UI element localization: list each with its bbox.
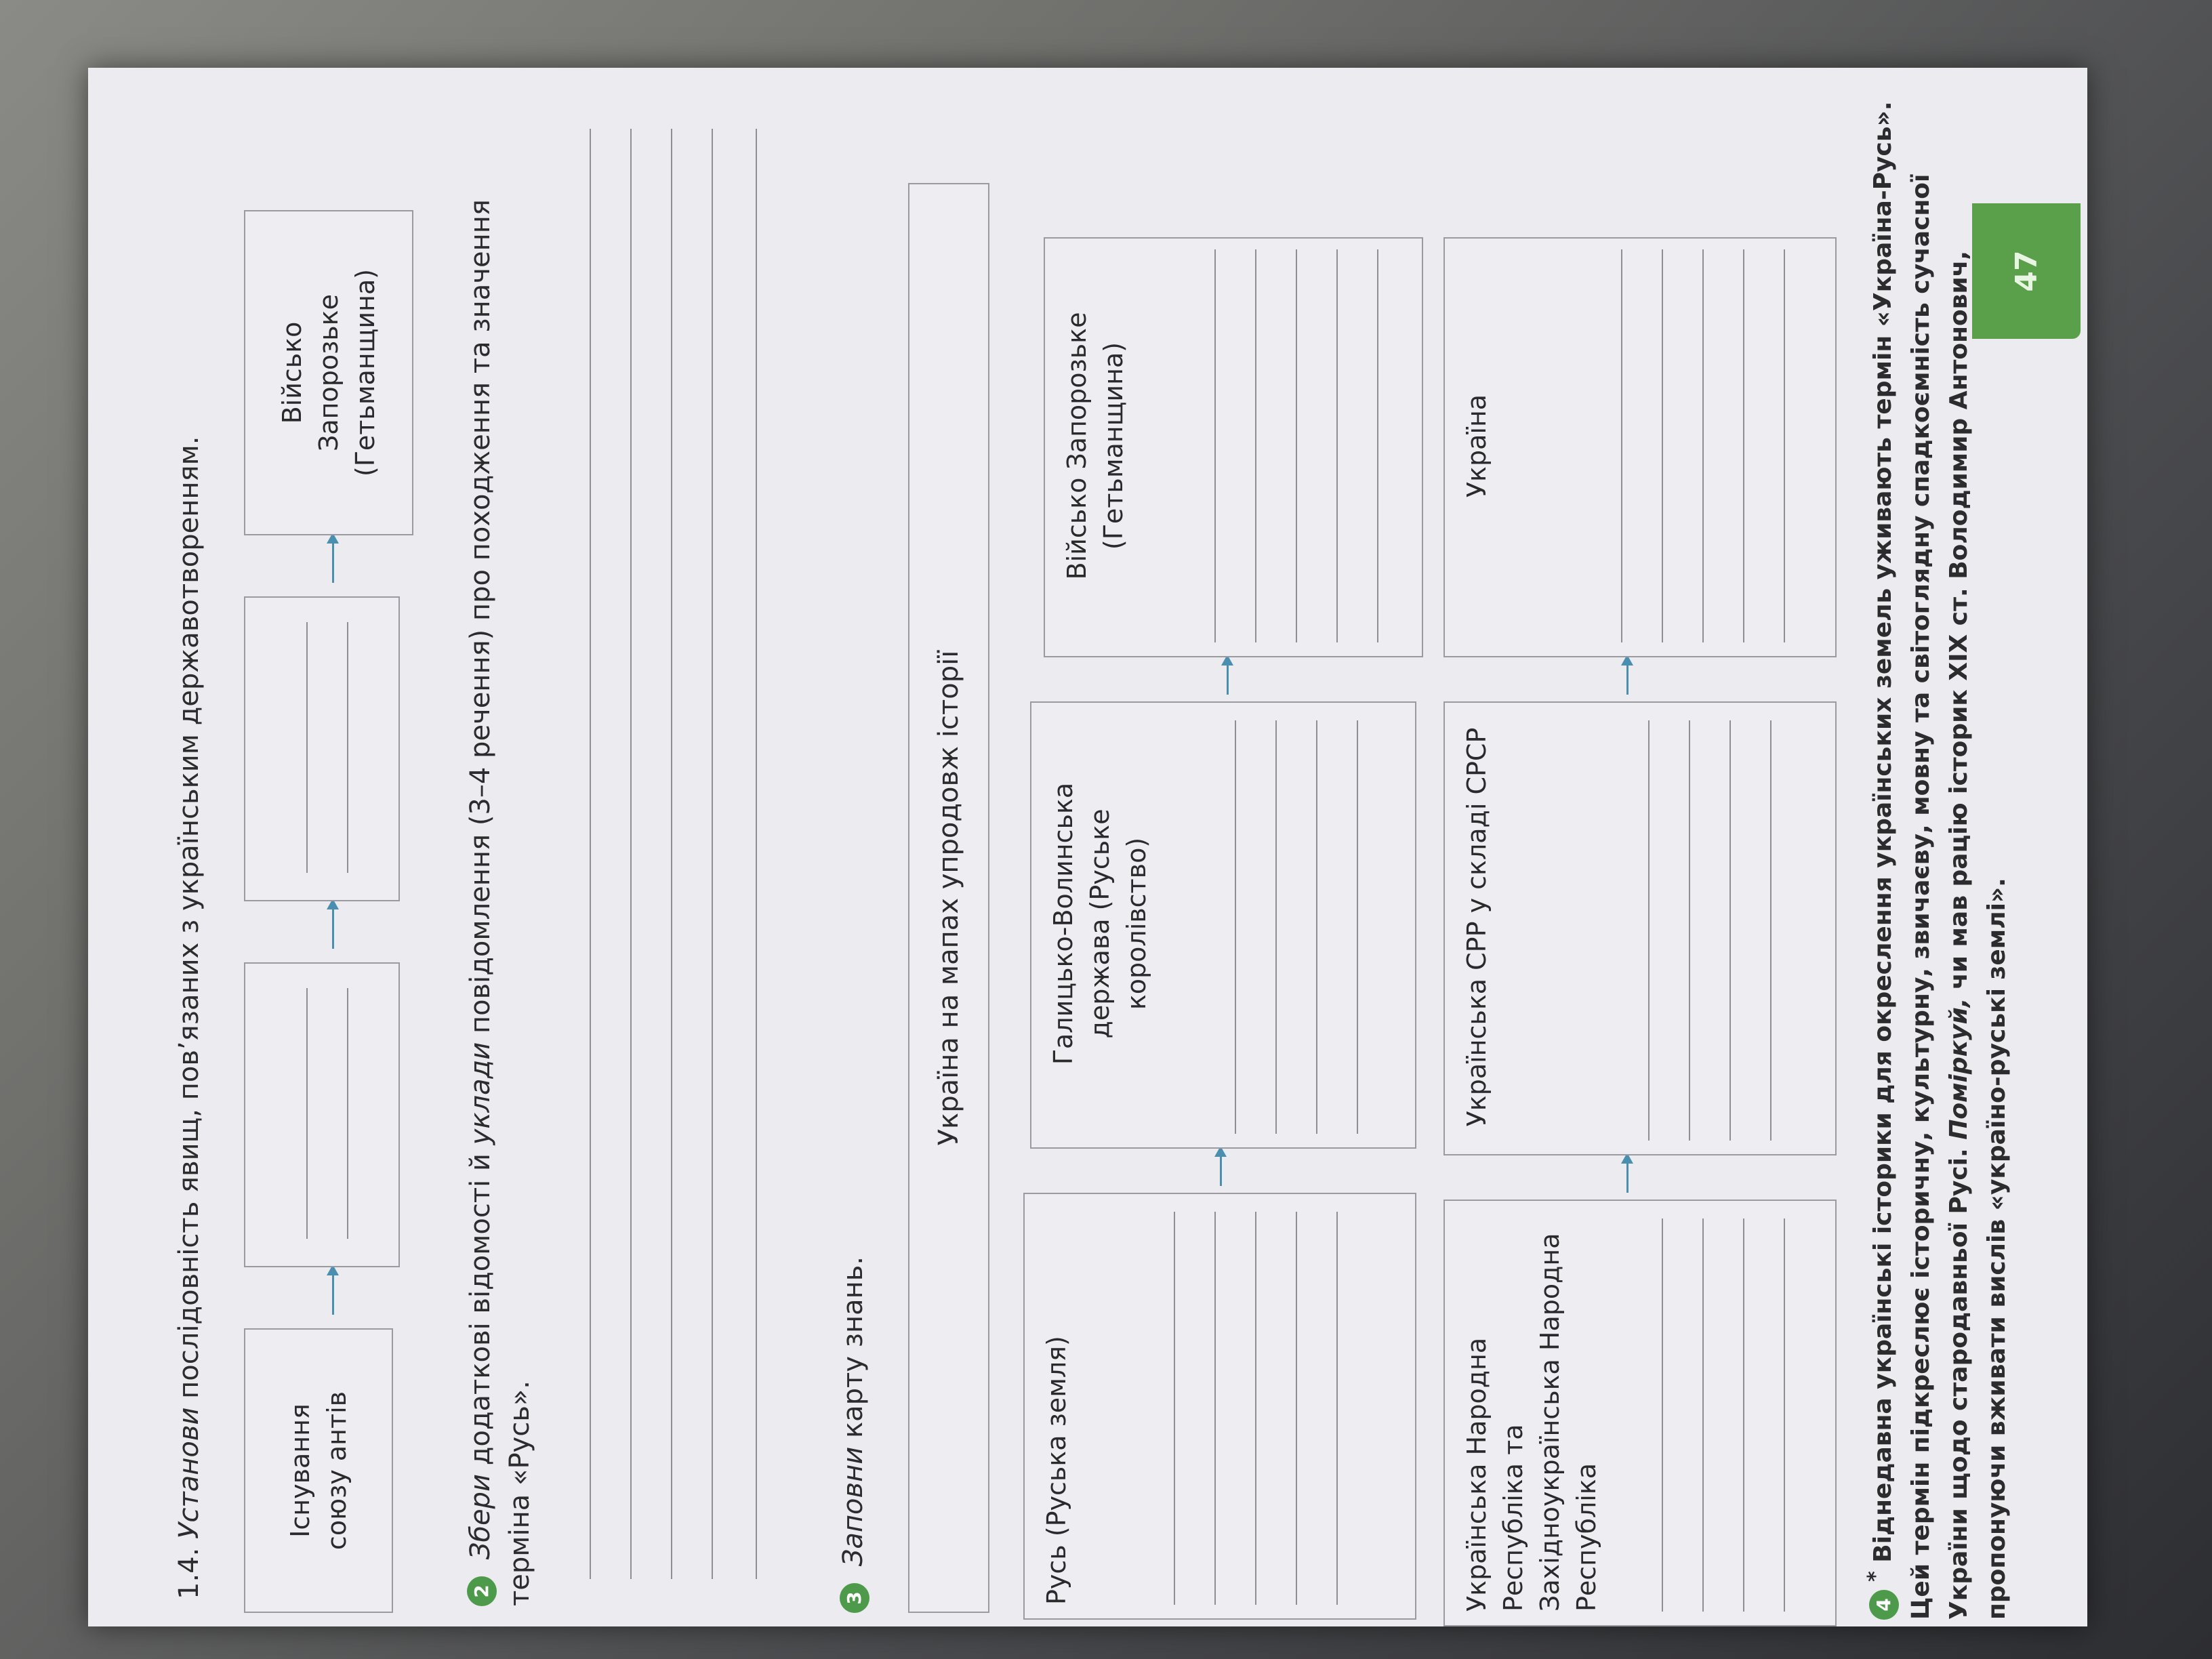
task4-block	[1857, 95, 2016, 1620]
answer-line[interactable]	[671, 129, 672, 1579]
blank-line[interactable]	[1214, 249, 1216, 642]
sequence-box-3[interactable]	[244, 596, 400, 901]
sequence-box-1-label: Існування союзу антів	[285, 1391, 352, 1551]
map-box-ukraine[interactable]	[1443, 237, 1837, 657]
task2-heading	[461, 102, 539, 1606]
blank-line[interactable]	[1275, 720, 1277, 1134]
blank-line[interactable]	[1648, 720, 1650, 1141]
blank-line[interactable]	[1743, 1218, 1744, 1612]
blank-line[interactable]	[1214, 1212, 1216, 1605]
task1-number: 1.4.	[173, 1547, 205, 1599]
blank-line[interactable]	[1621, 249, 1622, 642]
blank-line[interactable]	[1689, 720, 1690, 1141]
answer-line[interactable]	[630, 129, 632, 1579]
blank-line[interactable]	[347, 988, 348, 1239]
arrow-icon	[332, 1274, 334, 1315]
map-box-label: Галицько-Волинська держава (Руське королівство)	[1048, 782, 1151, 1065]
arrow-icon	[1220, 1155, 1222, 1186]
workbook-page	[88, 68, 2087, 1626]
map-box-label: Русь (Руська земля)	[1042, 1336, 1071, 1605]
map-box-label: Військо Запорозьке (Гетьманщина)	[1062, 312, 1128, 580]
task1-text: послідовність явищ, пов’язаних з українським державотворенням.	[173, 436, 205, 1399]
blank-line[interactable]	[1662, 1218, 1663, 1612]
map-box-label: Українська Народна Республіка та Західноукраїнська Народна Республіка	[1462, 1233, 1601, 1612]
answer-line[interactable]	[590, 129, 591, 1579]
task2-verb2: уклади	[465, 1042, 496, 1145]
task3-badge: 3	[840, 1583, 869, 1613]
task3-text: карту знань.	[838, 1256, 869, 1439]
sequence-box-4-label: Військо Запорозьке (Гетьманщина)	[277, 268, 380, 477]
task2-badge: 2	[467, 1576, 497, 1606]
arrow-icon	[1227, 664, 1229, 695]
task4-text: Віднедавна українські історики для окреслення українських земель уживають термін «Україна-Русь». Цей термін підкреслює історичну, культурну, звичаєву, мовну та світоглядну спадкоємність сучасної України щодо стародавньої Русі.	[1869, 101, 1973, 1620]
blank-line[interactable]	[347, 622, 348, 873]
task2-verb1: Збери	[465, 1473, 496, 1560]
task2-text1: додаткові відомості й	[465, 1153, 496, 1466]
answer-line[interactable]	[756, 129, 757, 1579]
blank-line[interactable]	[1296, 1212, 1297, 1605]
map-box-ukrainian-ssr[interactable]	[1443, 701, 1837, 1155]
sequence-box-1	[244, 1328, 393, 1613]
task1-heading	[169, 108, 209, 1599]
sequence-box-2[interactable]	[244, 962, 400, 1267]
map-box-zaporizhian-host[interactable]	[1044, 237, 1423, 657]
blank-line[interactable]	[1357, 720, 1358, 1134]
task3-heading	[834, 122, 873, 1613]
blank-line[interactable]	[306, 622, 308, 873]
map-box-rus[interactable]	[1023, 1193, 1416, 1620]
page-number: 47	[1972, 203, 2081, 339]
arrow-icon	[1626, 664, 1629, 695]
map-box-label: Україна	[1462, 394, 1492, 498]
task1-verb: Установи	[173, 1407, 205, 1539]
blank-line[interactable]	[1235, 720, 1236, 1134]
blank-line[interactable]	[1316, 720, 1317, 1134]
task2-text2: повідомлення (3–4 речення) про походження та значення терміна «Русь».	[465, 199, 535, 1606]
blank-line[interactable]	[1702, 1218, 1704, 1612]
arrow-icon	[1626, 1162, 1629, 1193]
blank-line[interactable]	[1255, 249, 1256, 642]
knowledge-map-title: Україна на мапах упродовж історії	[908, 183, 989, 1613]
blank-line[interactable]	[1784, 1218, 1785, 1612]
blank-line[interactable]	[1377, 249, 1378, 642]
arrow-icon	[332, 542, 334, 583]
blank-line[interactable]	[1336, 249, 1338, 642]
task3-verb: Заповни	[838, 1446, 869, 1567]
blank-line[interactable]	[1174, 1212, 1175, 1605]
task4-verb: Поміркуй,	[1945, 998, 1973, 1140]
map-box-galician-volhynian[interactable]	[1030, 701, 1416, 1149]
task4-badge: 4	[1869, 1590, 1899, 1620]
blank-line[interactable]	[1729, 720, 1731, 1141]
blank-line[interactable]	[1743, 249, 1744, 642]
blank-line[interactable]	[1296, 249, 1297, 642]
blank-line[interactable]	[1662, 249, 1663, 642]
blank-line[interactable]	[1770, 720, 1771, 1141]
blank-line[interactable]	[1702, 249, 1704, 642]
answer-line[interactable]	[712, 129, 713, 1579]
blank-line[interactable]	[1784, 249, 1785, 642]
blank-line[interactable]	[1255, 1212, 1256, 1605]
arrow-icon	[332, 908, 334, 949]
map-box-unr-zunr[interactable]	[1443, 1200, 1837, 1626]
blank-line[interactable]	[306, 988, 308, 1239]
task4-text2: чи мав рацію історик XIX ст. Володимир Антонович, пропонуючи вживати вислів «україно-руські землі».	[1945, 250, 2011, 1620]
map-box-label: Українська СРР у складі СРСР	[1462, 727, 1492, 1127]
sequence-box-4	[244, 210, 413, 535]
blank-line[interactable]	[1336, 1212, 1338, 1605]
task4-star: *	[1864, 1571, 1887, 1582]
